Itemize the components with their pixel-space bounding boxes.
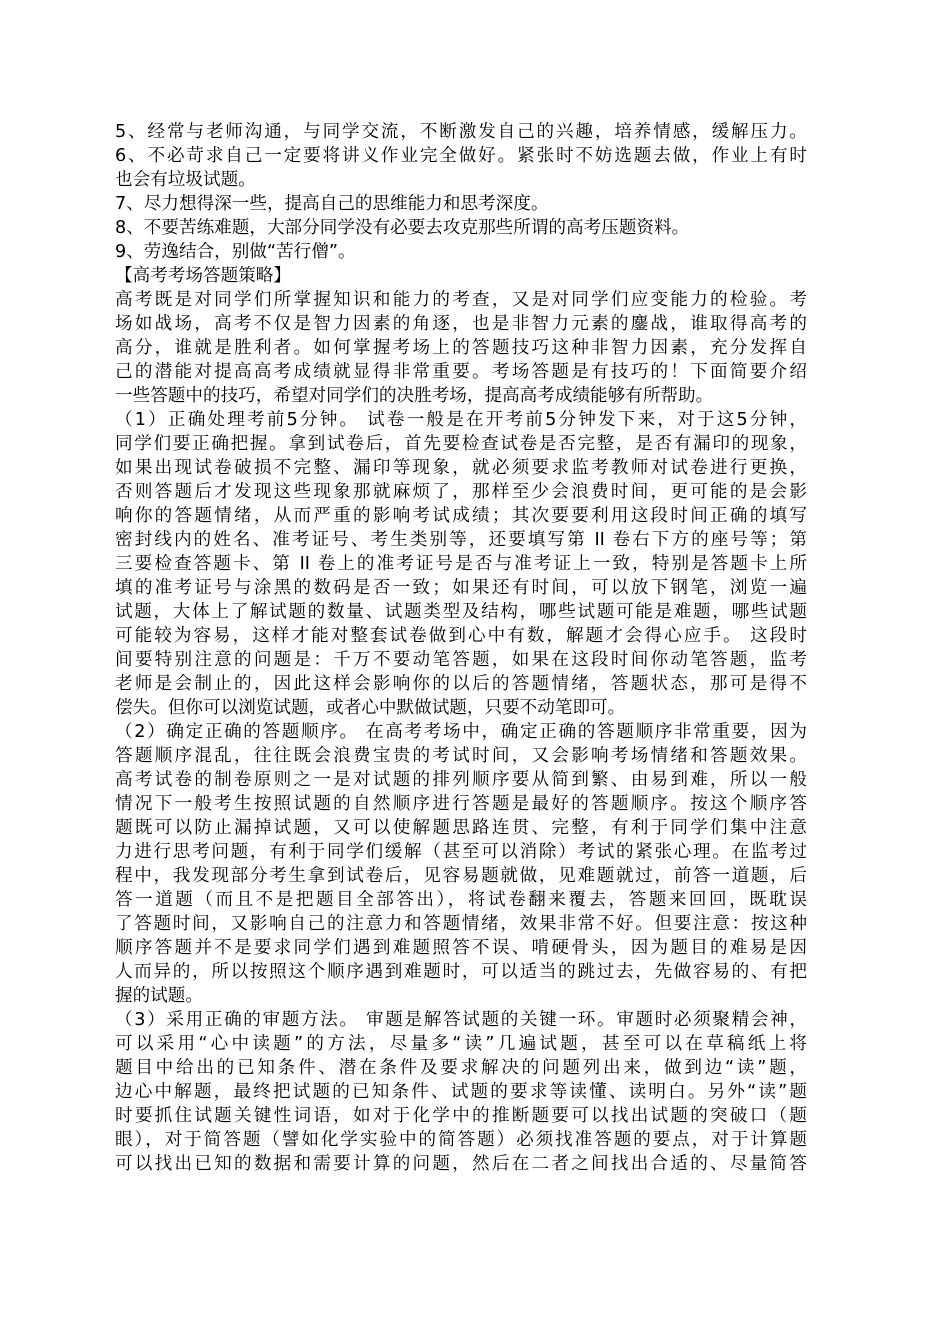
text-line: 否则答题后才发现这些现象那就麻烦了，那样至少会浪费时间，更可能的是会影 [115,482,807,502]
text-line: 答一道题（而且不是把题目全部答出），将试卷翻来覆去，答题来回回，既耽误 [115,890,807,910]
text-line: （1）正确处理考前5分钟。 试卷一般是在开考前5分钟发下来，对于这5分钟， [115,410,807,430]
text-line: 试题，大体上了解试题的数量、试题类型及结构，哪些试题可能是难题，哪些试题 [115,602,807,622]
text-line: 可能较为容易，这样才能对整套试卷做到心中有数，解题才会得心应手。 这段时 [115,626,807,646]
text-line: 了答题时间，又影响自己的注意力和答题情绪，效果非常不好。但要注意：按这种 [115,914,807,934]
text-line: 情况下一般考生按照试题的自然顺序进行答题是最好的答题顺序。按这个顺序答 [115,794,807,814]
text-line: 题既可以防止漏掉试题，又可以使解题思路连贯、完整，有利于同学们集中注意 [115,818,807,838]
text-line: 如果出现试卷破损不完整、漏印等现象，就必须要求监考教师对试卷进行更换， [115,458,807,478]
text-line: 9、劳逸结合，别做“苦行僧”。 [115,242,356,262]
text-line: 场如战场，高考不仅是智力因素的角逐，也是非智力元素的鏖战，谁取得高考的 [115,314,807,334]
text-line: 顺序答题并不是要求同学们遇到难题照答不误、啃硬骨头，因为题目的难易是因 [115,938,807,958]
text-line: 6、不必苛求自己一定要将讲义作业完全做好。紧张时不妨选题去做，作业上有时 [115,146,807,166]
text-line: 高考试卷的制卷原则之一是对试题的排列顺序要从简到繁、由易到难，所以一般 [115,770,807,790]
text-line: 高分，谁就是胜利者。如何掌握考场上的答题技巧这种非智力因素，充分发挥自 [115,338,807,358]
text-line: 高考既是对同学们所掌握知识和能力的考查，又是对同学们应变能力的检验。考 [115,290,807,310]
text-line: 响你的答题情绪，从而严重的影响考试成绩；其次要要利用这段时间正确的填写 [115,506,807,526]
text-line: 老师是会制止的，因此这样会影响你的以后的答题情绪，答题状态，那可是得不 [115,674,807,694]
text-line: 同学们要正确把握。拿到试卷后，首先要检查试卷是否完整，是否有漏印的现象， [115,434,807,454]
text-line: 答题顺序混乱，往往既会浪费宝贵的考试时间，又会影响考场情绪和答题效果。 [115,746,807,766]
text-line: 眼），对于简答题（譬如化学实验中的简答题）必须找准答题的要点，对于计算题 [115,1130,807,1150]
text-line: 也会有垃圾试题。 [115,170,256,190]
text-line: 间要特别注意的问题是：千万不要动笔答题，如果在这段时间你动笔答题，监考 [115,650,807,670]
text-line: 题目中给出的已知条件、潜在条件及要求解决的问题列出来，做到边“读”题， [115,1058,807,1078]
text-line: 力进行思考问题，有利于同学们缓解（甚至可以消除）考试的紧张心理。在监考过 [115,842,807,862]
text-line: （3）采用正确的审题方法。 审题是解答试题的关键一环。审题时必须聚精会神， [115,1010,807,1030]
text-line: 填的准考证号与涂黑的数码是否一致；如果还有时间，可以放下钢笔，浏览一遍 [115,578,807,598]
text-line: 可以采用“心中读题”的方法，尽量多“读”几遍试题，甚至可以在草稿纸上将 [115,1034,807,1054]
text-line: 握的试题。 [115,986,203,1006]
text-line: 时要抓住试题关键性词语，如对于化学中的推断题要可以找出试题的突破口（题 [115,1106,807,1126]
text-line: 可以找出已知的数据和需要计算的问题，然后在二者之间找出合适的、尽量简答 [115,1154,807,1174]
text-line: （2）确定正确的答题顺序。 在高考考场中，确定正确的答题顺序非常重要，因为 [115,722,807,742]
text-line: 三要检查答题卡、第 II 卷上的准考证号是否与准考证上一致，特别是答题卡上所 [115,554,807,574]
text-line: 8、不要苦练难题，大部分同学没有必要去攻克那些所谓的高考压题资料。 [115,218,690,238]
text-line: 边心中解题，最终把试题的已知条件、试题的要求等读懂、读明白。另外“读”题 [115,1082,807,1102]
text-line: 程中，我发现部分考生拿到试卷后，见容易题就做，见难题就过，前答一道题，后 [115,866,807,886]
text-line: 人而异的，所以按照这个顺序遇到难题时，可以适当的跳过去，先做容易的、有把 [115,962,807,982]
text-line: 一些答题中的技巧，希望对同学们的决胜考场，提高高考成绩能够有所帮助。 [115,386,714,406]
document-page [115,120,807,1176]
text-line: 密封线内的姓名、准考证号、考生类别等，还要填写第 II 卷右下方的座号等；第 [115,530,807,550]
text-line: 偿失。但你可以浏览试题，或者心中默做试题，只要不动笔即可。 [115,698,626,718]
text-line: 7、尽力想得深一些，提高自己的思维能力和思考深度。 [115,194,549,214]
text-line: 5、经常与老师沟通，与同学交流，不断激发自己的兴趣，培养情感，缓解压力。 [115,122,807,142]
text-line: 己的潜能对提高高考成绩就显得非常重要。考场答题是有技巧的！下面简要介绍 [115,362,807,382]
section-heading: 【高考考场答题策略】 [115,266,291,286]
